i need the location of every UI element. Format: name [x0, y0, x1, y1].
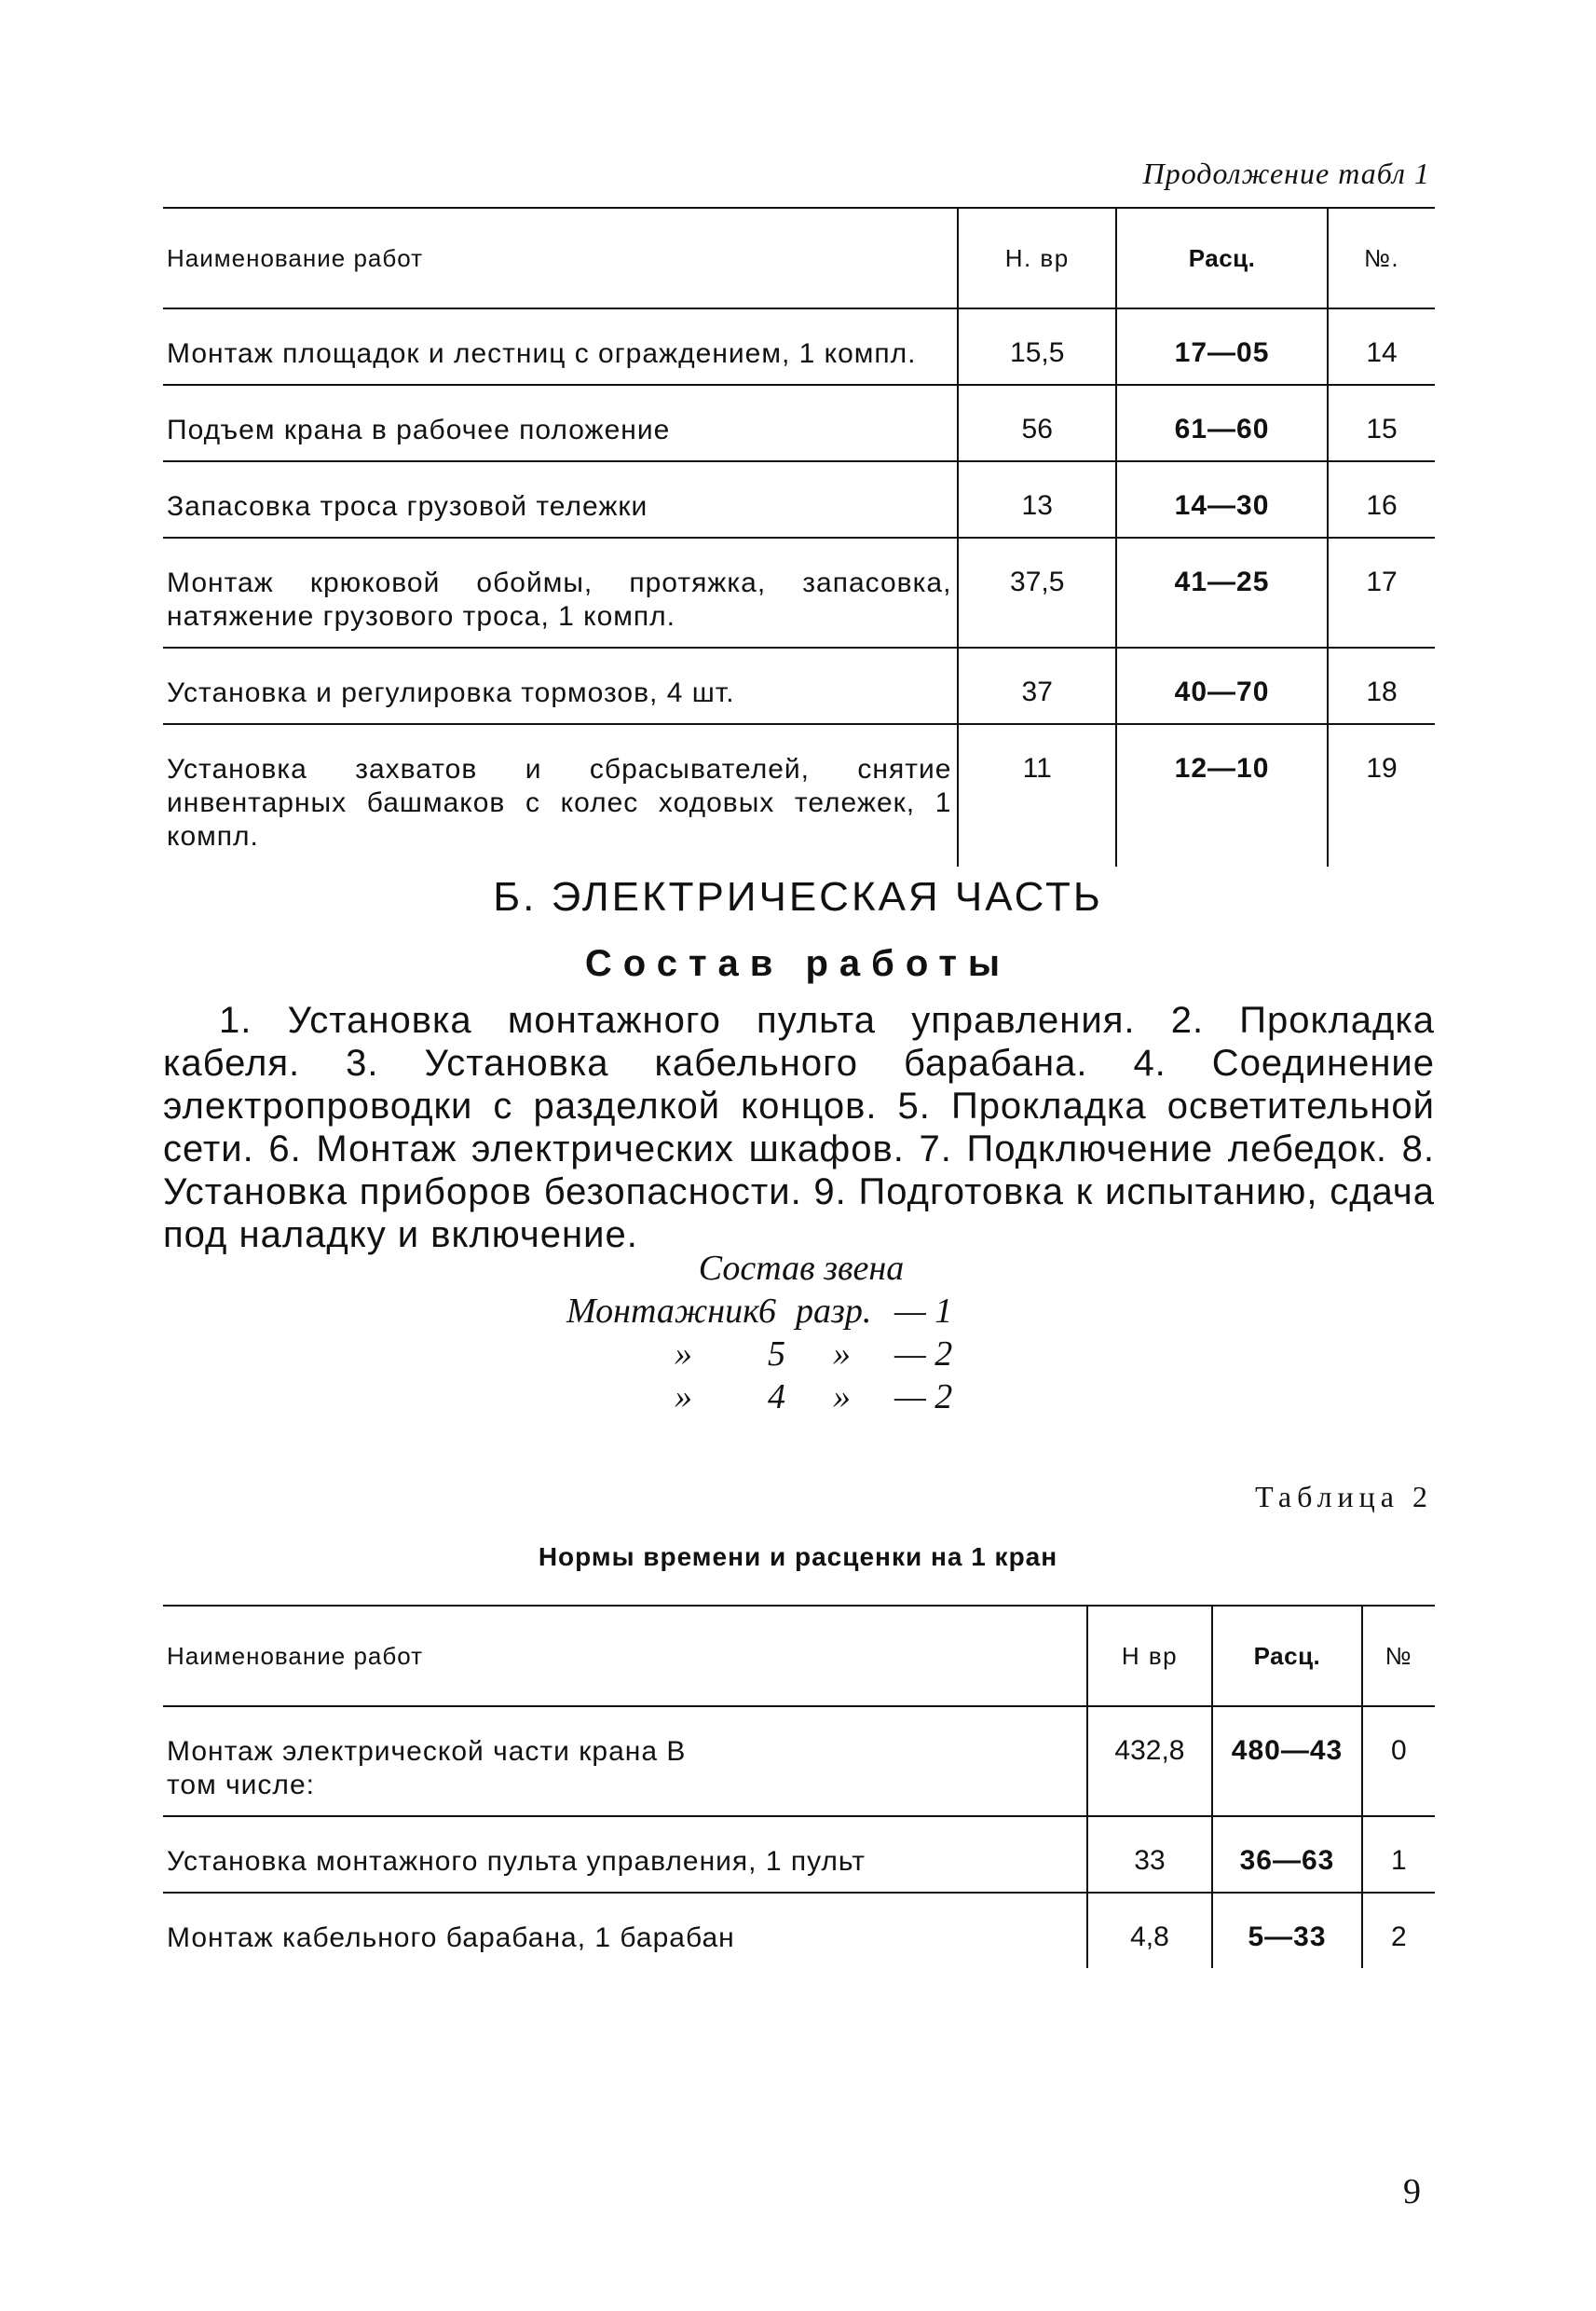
crew-profession: Монтажник [566, 1292, 759, 1331]
crew-profession: » [675, 1334, 692, 1374]
table-row [163, 648, 1435, 724]
crew-unit: » [833, 1377, 851, 1416]
time-norm: 15,5 [958, 308, 1116, 385]
crew-unit: » [833, 1334, 851, 1374]
table-row [163, 538, 1435, 648]
header-work-name: Наименование работ [163, 1606, 1087, 1706]
time-norm: 33 [1087, 1816, 1213, 1893]
composition-text: 1. Установка монтажного пульта управления. 2. Прокладка кабеля. 3. Установка кабельного барабана. 4. Соединение электропроводки с разделкой концов. 5. Прокладка осветительной сети. 6. Монтаж электрических шкафов. 7. Подключение лебедок. 8. Установка приборов безопасности. 9. Подготовка к испытанию, сдача под наладку и включение. [163, 1000, 1435, 1255]
work-name: Установка захватов и сбрасывателей, снятие инвентарных башмаков с колес ходовых тележек, 1 компл. [167, 754, 952, 852]
work-name: Подъем крана в рабочее положение [163, 385, 958, 461]
rate: 17—05 [1116, 308, 1328, 385]
header-rate: Расц. [1116, 208, 1328, 308]
table-row [163, 308, 1435, 385]
row-number: 0 [1362, 1706, 1435, 1816]
rate: 12—10 [1116, 724, 1328, 867]
row-number: 15 [1328, 385, 1435, 461]
crew-unit: разр. [796, 1292, 872, 1331]
section-title: Б. ЭЛЕКТРИЧЕСКАЯ ЧАСТЬ [493, 874, 1103, 920]
table-row [163, 724, 1435, 867]
crew-grade: 5 [768, 1334, 785, 1374]
row-number: 14 [1328, 308, 1435, 385]
table-header-row [163, 208, 1435, 308]
row-number: 1 [1362, 1816, 1435, 1893]
table-caption: Нормы времени и расценки на 1 кран [538, 1542, 1058, 1571]
row-number: 2 [1362, 1893, 1435, 1968]
crew-count: — 2 [894, 1377, 953, 1416]
header-number: № [1362, 1606, 1435, 1706]
work-name: Монтаж электрической части крана В том числе: [163, 1706, 1087, 1816]
time-norm: 37,5 [958, 538, 1116, 648]
header-work-name: Наименование работ [163, 208, 958, 308]
crew-count: — 1 [894, 1292, 953, 1331]
rate: 40—70 [1116, 648, 1328, 724]
time-norm: 4,8 [1087, 1893, 1213, 1968]
rate: 36—63 [1212, 1816, 1361, 1893]
time-norm: 11 [958, 724, 1116, 867]
header-rate: Расц. [1212, 1606, 1361, 1706]
continuation-header: Продолжение табл 1 [1142, 157, 1430, 190]
rate: 5—33 [1212, 1893, 1361, 1968]
row-number: 18 [1328, 648, 1435, 724]
row-number: 19 [1328, 724, 1435, 867]
crew-grade: 6 [758, 1292, 776, 1331]
crew-title: Состав звена [698, 1249, 905, 1288]
table-label: Таблица 2 [1255, 1480, 1433, 1513]
page-number: 9 [1403, 2172, 1421, 2211]
table-row [163, 1816, 1435, 1893]
crew-grade: 4 [768, 1377, 785, 1416]
norms-table-1 [163, 207, 1435, 867]
time-norm: 56 [958, 385, 1116, 461]
table-row [163, 1893, 1435, 1968]
header-number: №. [1328, 208, 1435, 308]
work-name: Монтаж площадок и лестниц с ограждением, 1 компл. [163, 308, 958, 385]
work-name: Установка монтажного пульта управления, 1 пульт [163, 1816, 1087, 1893]
header-time-norm: Н. вр [958, 208, 1116, 308]
rate: 61—60 [1116, 385, 1328, 461]
work-name: Монтаж крюковой обоймы, протяжка, запасовка, натяжение грузового троса, 1 компл. [163, 538, 958, 648]
table-row [163, 385, 1435, 461]
header-time-norm: Н вр [1087, 1606, 1213, 1706]
row-number: 16 [1328, 461, 1435, 538]
table-header-row [163, 1606, 1435, 1706]
rate: 14—30 [1116, 461, 1328, 538]
row-number: 17 [1328, 538, 1435, 648]
table-row [163, 461, 1435, 538]
composition-title: Состав работы [584, 943, 1012, 984]
table-row [163, 1706, 1435, 1816]
work-name: Запасовка троса грузовой тележки [163, 461, 958, 538]
rate: 480—43 [1212, 1706, 1361, 1816]
work-name: Установка и регулировка тормозов, 4 шт. [163, 648, 958, 724]
time-norm: 37 [958, 648, 1116, 724]
work-name: Монтаж кабельного барабана, 1 барабан [167, 1922, 735, 1953]
time-norm: 13 [958, 461, 1116, 538]
time-norm: 432,8 [1087, 1706, 1213, 1816]
crew-count: — 2 [894, 1334, 953, 1374]
norms-table-2 [163, 1605, 1435, 1968]
crew-profession: » [675, 1377, 692, 1416]
rate: 41—25 [1116, 538, 1328, 648]
